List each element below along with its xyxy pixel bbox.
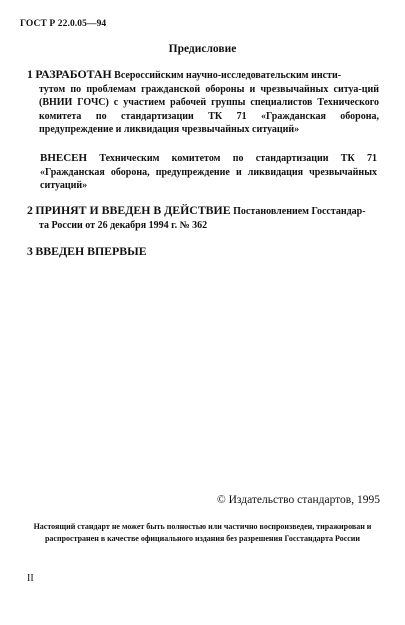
item-text: Техническим комитетом по стандартизации ТК 71 «Гражданская оборона, предупреждение и ликвидация чрезвычайных ситуаций» [40,153,377,192]
item-text-continued: та России от 26 декабря 1994 г. № 362 [39,219,208,231]
reproduction-notice: Настоящий стандарт не может быть полностью или частично воспроизведен, тиражирован и распространен в качестве официального издания без разрешения Госстандарта России [33,522,372,543]
item-number: 3 [27,244,33,258]
preface-item-2 [27,204,379,232]
item-lead: ВВЕДЕН ВПЕРВЫЕ [35,244,147,258]
item-lead: РАЗРАБОТАН [35,67,112,81]
page-title: Предисловие [168,43,237,55]
item-text-continued: тутом по проблемам гражданской обороны и чрезвычайных ситуа-ций (ВНИИ ГОЧС) с участием рабочей группы специалистов Технического комитета по стандартизации ТК 71 «Гражданская оборона, предупреждение и ликвидация чрезвычайных ситуаций» [39,83,379,136]
preface-item-3 [27,245,379,260]
standard-code-header: ГОСТ Р 22.0.05—94 [20,19,107,29]
item-number: 2 [27,203,33,217]
preface-item-submitted [40,152,377,193]
copyright-line: © Издательство стандартов, 1995 [216,494,380,506]
item-text-line1: Всероссийским научно-исследовательским инсти- [111,70,342,81]
item-lead: ВНЕСЕН [40,152,88,164]
page-number: II [27,573,34,584]
item-lead: ПРИНЯТ И ВВЕДЕН В ДЕЙСТВИЕ [35,203,231,217]
preface-item-1 [27,68,379,137]
item-number: 1 [27,67,33,81]
item-text-line1: Постановлением Госстандар- [230,206,366,217]
